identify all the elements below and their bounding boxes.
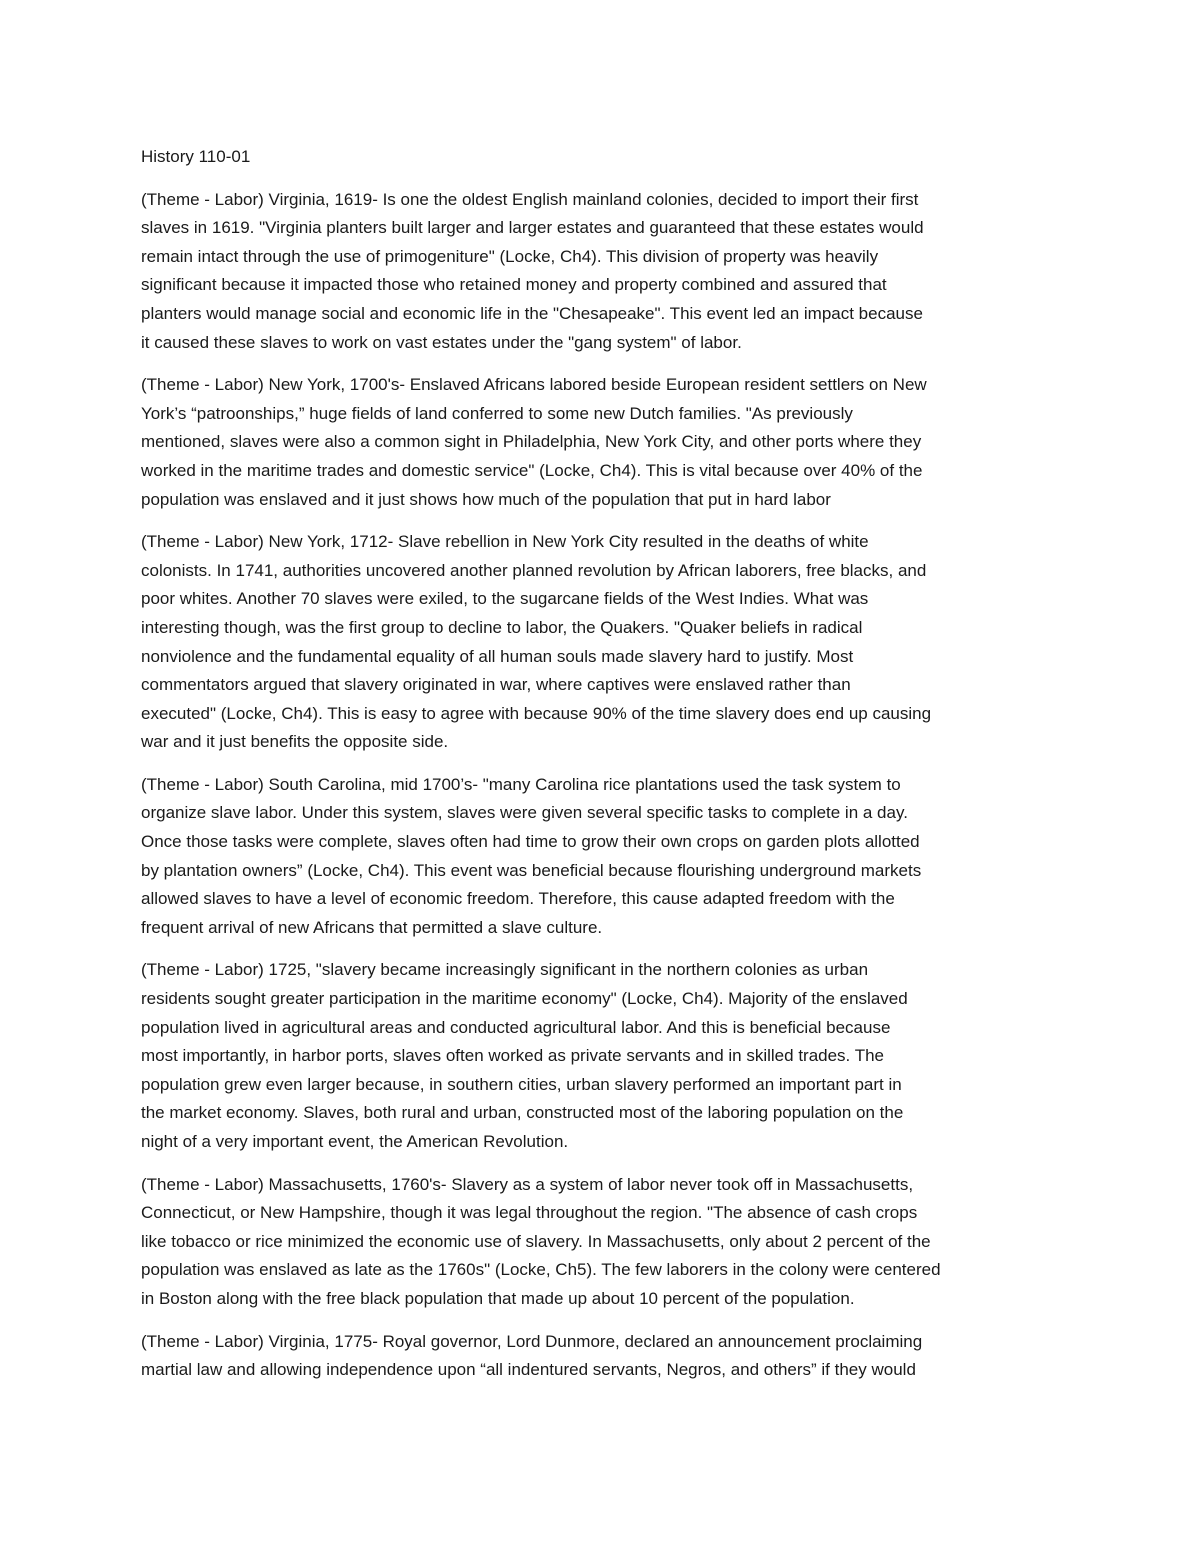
paragraph-south-carolina <box>141 771 1066 943</box>
text-line: Once those tasks were complete, slaves often had time to grow their own crops on garden plots allotted <box>141 832 920 852</box>
text-line: martial law and allowing independence upon “all indentured servants, Negros, and others” if they would <box>141 1360 916 1380</box>
text-line: (Theme - Labor) Virginia, 1775- Royal governor, Lord Dunmore, declared an announcement proclaiming <box>141 1331 923 1351</box>
text-line: war and it just benefits the opposite side. <box>141 732 449 752</box>
text-line: like tobacco or rice minimized the economic use of slavery. In Massachusetts, only about 2 percent of the <box>141 1231 931 1251</box>
text-line: significant because it impacted those who retained money and property combined and assured that <box>141 275 887 295</box>
paragraph-virginia-1619 <box>141 186 1066 358</box>
text-line: worked in the maritime trades and domestic service" (Locke, Ch4). This is vital because over 40% of the <box>141 460 923 480</box>
text-line: (Theme - Labor) Massachusetts, 1760's- Slavery as a system of labor never took off in Massachusetts, <box>141 1174 914 1194</box>
text-line: population grew even larger because, in southern cities, urban slavery performed an important part in <box>141 1074 902 1094</box>
text-line: by plantation owners” (Locke, Ch4). This event was beneficial because flourishing underground markets <box>141 860 922 880</box>
text-line: colonists. In 1741, authorities uncovered another planned revolution by African laborers, free blacks, and <box>141 560 927 580</box>
text-line: mentioned, slaves were also a common sight in Philadelphia, New York City, and other ports where they <box>141 432 922 452</box>
text-line: (Theme - Labor) New York, 1712- Slave rebellion in New York City resulted in the deaths of white <box>141 532 869 552</box>
text-line: population was enslaved as late as the 1760s" (Locke, Ch5). The few laborers in the colony were centered <box>141 1260 941 1280</box>
text-line: slaves in 1619. "Virginia planters built larger and larger estates and guaranteed that these estates would <box>141 218 924 238</box>
text-line: residents sought greater participation in the maritime economy" (Locke, Ch4). Majority of the enslaved <box>141 989 908 1009</box>
text-line: (Theme - Labor) 1725, "slavery became increasingly significant in the northern colonies as urban <box>141 960 869 980</box>
text-line: York’s “patroonships,” huge fields of land conferred to some new Dutch families. "As previously <box>141 403 853 423</box>
text-line: most importantly, in harbor ports, slaves often worked as private servants and in skilled trades. The <box>141 1046 884 1066</box>
document-body <box>141 143 1066 1399</box>
text-line: allowed slaves to have a level of economic freedom. Therefore, this cause adapted freedom with the <box>141 889 895 909</box>
text-line: interesting though, was the first group to decline to labor, the Quakers. "Quaker beliefs in radical <box>141 617 863 637</box>
text-line: organize slave labor. Under this system, slaves were given several specific tasks to complete in a day. <box>141 803 908 823</box>
text-line: planters would manage social and economic life in the "Chesapeake". This event led an impact because <box>141 303 923 323</box>
text-line: population lived in agricultural areas and conducted agricultural labor. And this is beneficial because <box>141 1017 891 1037</box>
paragraph-1725 <box>141 956 1066 1156</box>
text-line: commentators argued that slavery originated in war, where captives were enslaved rather than <box>141 675 851 695</box>
text-line: (Theme - Labor) Virginia, 1619- Is one the oldest English mainland colonies, decided to import their first <box>141 189 919 209</box>
text-line: nonviolence and the fundamental equality of all human souls made slavery hard to justify. Most <box>141 646 854 666</box>
document-title: History 110-01 <box>141 147 251 166</box>
text-line: remain intact through the use of primogeniture" (Locke, Ch4). This division of property was heavily <box>141 246 879 266</box>
text-line: frequent arrival of new Africans that permitted a slave culture. <box>141 917 603 937</box>
text-line: population was enslaved and it just shows how much of the population that put in hard labor <box>141 489 831 509</box>
paragraph-new-york-1700s <box>141 371 1066 514</box>
paragraph-virginia-1775 <box>141 1328 1066 1385</box>
text-line: (Theme - Labor) New York, 1700's- Enslaved Africans labored beside European resident settlers on New <box>141 375 927 395</box>
text-line: poor whites. Another 70 slaves were exiled, to the sugarcane fields of the West Indies. What was <box>141 589 869 609</box>
text-line: executed" (Locke, Ch4). This is easy to agree with because 90% of the time slavery does end up causing <box>141 703 932 723</box>
text-line: Connecticut, or New Hampshire, though it was legal throughout the region. "The absence of cash crops <box>141 1203 918 1223</box>
text-line: night of a very important event, the American Revolution. <box>141 1132 569 1151</box>
paragraph-massachusetts <box>141 1171 1066 1314</box>
paragraph-new-york-1712 <box>141 528 1066 757</box>
text-line: it caused these slaves to work on vast estates under the "gang system" of labor. <box>141 332 742 352</box>
text-line: the market economy. Slaves, both rural and urban, constructed most of the laboring population on the <box>141 1103 904 1123</box>
text-line: in Boston along with the free black population that made up about 10 percent of the population. <box>141 1288 855 1308</box>
text-line: (Theme - Labor) South Carolina, mid 1700’s- "many Carolina rice plantations used the task system to <box>141 774 901 794</box>
